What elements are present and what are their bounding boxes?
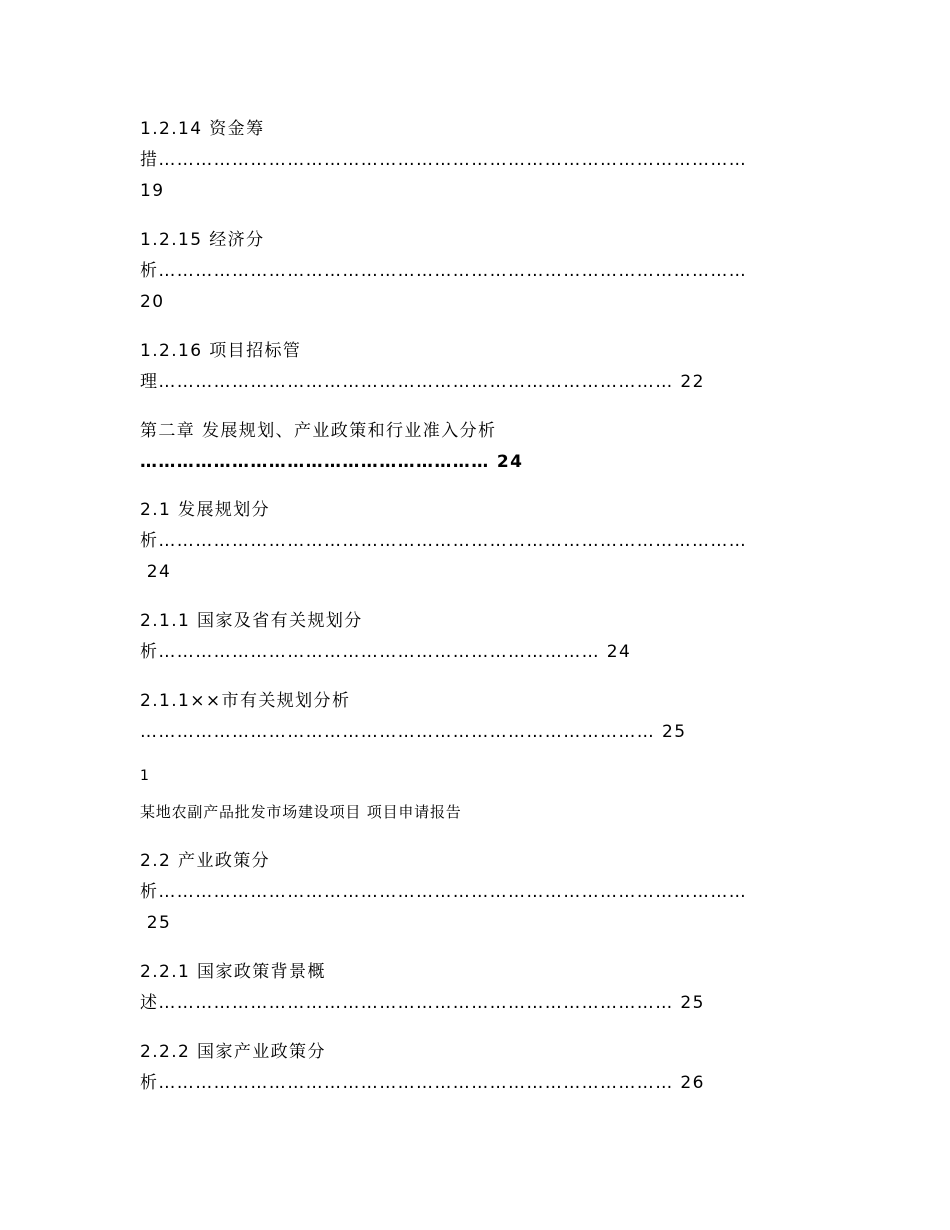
toc-entry-leader: 析………………………………………………………………………… 26 (140, 1073, 705, 1093)
toc-entry-title: 2.1.1××市有关规划分析 (140, 691, 351, 711)
toc-entry-2-1-1-city[interactable] (140, 686, 820, 748)
toc-entry-title: 1.2.15 经济分 (140, 230, 265, 250)
toc-entry-page: 25 (140, 913, 172, 933)
page-number: 1 (140, 768, 150, 784)
toc-entry-page: 24 (140, 562, 172, 582)
toc-entry-2-2-2[interactable] (140, 1037, 820, 1099)
toc-entry-leader: 析…………………………………………………………………………………… (140, 531, 748, 551)
toc-entry-leader: 析…………………………………………………………………………………… (140, 882, 748, 902)
toc-entry-chapter-2[interactable] (140, 416, 820, 478)
toc-entry-1-2-14[interactable] (140, 114, 820, 207)
toc-entry-1-2-15[interactable] (140, 225, 820, 318)
toc-entry-title: 2.1.1 国家及省有关规划分 (140, 611, 363, 631)
toc-entry-leader: 述………………………………………………………………………… 25 (140, 993, 705, 1013)
toc-entry-page: 19 (140, 181, 165, 201)
toc-entry-title: 1.2.16 项目招标管 (140, 341, 302, 361)
toc-entry-2-2-1[interactable] (140, 957, 820, 1019)
toc-entry-title: 2.1 发展规划分 (140, 500, 271, 520)
toc-entry-leader: 理………………………………………………………………………… 22 (140, 372, 705, 392)
toc-entry-leader: ………………………………………………… 24 (140, 452, 524, 472)
toc-entry-2-2[interactable] (140, 846, 820, 939)
toc-entry-1-2-16[interactable] (140, 336, 820, 398)
toc-entry-leader: 析……………………………………………………………… 24 (140, 642, 632, 662)
toc-entry-title: 2.2 产业政策分 (140, 851, 271, 871)
toc-entry-title: 第二章 发展规划、产业政策和行业准入分析 (140, 421, 497, 441)
toc-entry-leader: 措…………………………………………………………………………………… (140, 150, 748, 170)
toc-entry-leader: ………………………………………………………………………… 25 (140, 722, 687, 742)
toc-entry-title: 1.2.14 资金筹 (140, 119, 265, 139)
toc-entry-leader: 析…………………………………………………………………………………… (140, 261, 748, 281)
running-header: 某地农副产品批发市场建设项目 项目申请报告 (140, 803, 462, 821)
document-page (140, 114, 820, 1117)
toc-entry-2-1[interactable] (140, 495, 820, 588)
toc-entry-title: 2.2.1 国家政策背景概 (140, 962, 326, 982)
toc-entry-page: 20 (140, 292, 165, 312)
toc-entry-2-1-1[interactable] (140, 606, 820, 668)
toc-entry-title: 2.2.2 国家产业政策分 (140, 1042, 326, 1062)
